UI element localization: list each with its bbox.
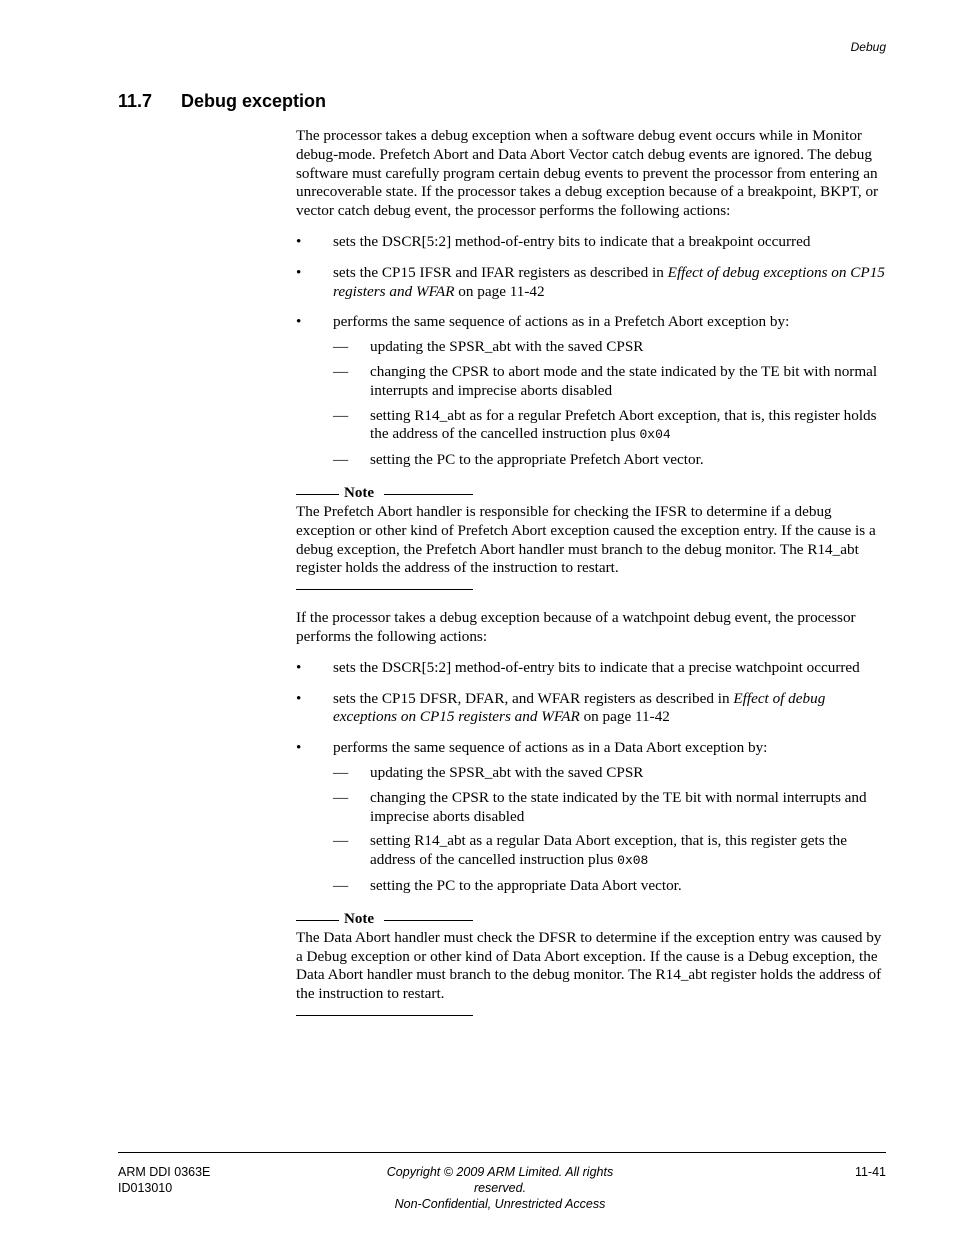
sub-list-item-text: setting the PC to the appropriate Prefetch Abort vector. xyxy=(370,451,704,469)
section-title: Debug exception xyxy=(181,91,327,111)
list-item xyxy=(296,233,886,252)
section-heading xyxy=(118,91,326,112)
bullet-icon: • xyxy=(296,263,302,281)
sub-list xyxy=(296,338,886,470)
dash-icon: — xyxy=(333,338,349,356)
dash-icon: — xyxy=(333,876,349,894)
list-item-text: sets the DSCR[5:2] method-of-entry bits to indicate that a breakpoint occurred xyxy=(333,232,811,250)
sub-list-item-text: setting R14_abt as a regular Data Abort exception, that is, this register gets the address of the cancelled instruction plus xyxy=(370,832,848,869)
code-value: 0x08 xyxy=(617,853,649,869)
dash-icon: — xyxy=(333,788,349,806)
sub-list-item-text: setting R14_abt as for a regular Prefetch Abort exception, that is, this register holds the address of the cancelled instruction plus xyxy=(370,406,877,443)
note-heading xyxy=(296,910,473,929)
section-number: 11.7 xyxy=(118,91,153,111)
section-body xyxy=(296,127,886,1016)
bullet-icon: • xyxy=(296,313,302,331)
intro-paragraph: The processor takes a debug exception when a software debug event occurs while in Monitor debug-mode. Prefetch Abort and Data Abort Vector catch debug events are ignored. The debug software must carefully program certain debug events to prevent the processor from entering an unrecoverable state. If the processor takes a debug exception because of a breakpoint, BKPT, or vector catch debug event, the processor performs the following actions: xyxy=(296,127,879,220)
list-item-text: sets the CP15 IFSR and IFAR registers as described in xyxy=(333,263,668,281)
sub-list xyxy=(296,764,886,896)
footer-rule xyxy=(118,1152,886,1153)
sub-list-item xyxy=(333,877,886,896)
note-label: Note xyxy=(344,910,374,927)
sub-list-item-text: setting the PC to the appropriate Data Abort vector. xyxy=(370,876,682,894)
sub-list-item xyxy=(333,832,886,871)
sub-list-item xyxy=(333,338,886,357)
access-notice: Non-Confidential, Unrestricted Access xyxy=(394,1197,606,1211)
dash-icon: — xyxy=(333,406,349,424)
list-item-text: performs the same sequence of actions as in a Prefetch Abort exception by: xyxy=(333,313,790,331)
bullet-icon: • xyxy=(296,232,302,250)
list-item-text: sets the CP15 DFSR, DFAR, and WFAR registers as described in xyxy=(333,689,734,707)
list-item-text: sets the DSCR[5:2] method-of-entry bits to indicate that a precise watchpoint occurred xyxy=(333,658,860,676)
copyright-notice: Copyright © 2009 ARM Limited. All rights reserved. xyxy=(386,1165,614,1195)
note-rule-left xyxy=(296,920,339,921)
sub-list-item-text: updating the SPSR_abt with the saved CPSR xyxy=(370,763,644,781)
sub-list-item-text: changing the CPSR to the state indicated by the TE bit with normal interrupts and imprecise aborts disabled xyxy=(370,788,867,825)
list-item-text: on page 11-42 xyxy=(454,282,545,300)
watchpoint-paragraph: If the processor takes a debug exception because of a watchpoint debug event, the processor performs the following actions: xyxy=(296,609,856,645)
document-id: ARM DDI 0363E xyxy=(118,1165,211,1179)
dash-icon: — xyxy=(333,362,349,380)
list-item-text: on page 11-42 xyxy=(579,708,670,726)
note-heading xyxy=(296,484,473,503)
note-end-rule xyxy=(296,1015,473,1016)
list-item xyxy=(296,739,886,758)
dash-icon: — xyxy=(333,451,349,469)
sub-list-item xyxy=(333,764,886,783)
dash-icon: — xyxy=(333,763,349,781)
note-rule-left xyxy=(296,494,339,495)
running-header: Debug xyxy=(850,40,886,54)
note-end-rule xyxy=(296,589,473,590)
list-item xyxy=(296,313,886,332)
sub-list-item xyxy=(333,451,886,470)
bullet-icon: • xyxy=(296,689,302,707)
list-item xyxy=(296,264,886,302)
note-rule-right xyxy=(384,494,473,495)
note-text: The Data Abort handler must check the DFSR to determine if the exception entry was caused by a Debug exception or other kind of Data Abort exception. If the cause is a Debug exception, the Data Abort handler must branch to the debug monitor. The R14_abt register holds the address of the instruction to restart. xyxy=(296,928,882,1003)
document-revision: ID013010 xyxy=(118,1181,173,1195)
footer-left xyxy=(118,1164,210,1196)
list-item xyxy=(296,690,886,728)
note-label: Note xyxy=(344,484,374,501)
sub-list-item xyxy=(333,407,886,446)
list-item-text: performs the same sequence of actions as in a Data Abort exception by: xyxy=(333,739,768,757)
note-text: The Prefetch Abort handler is responsible for checking the IFSR to determine if a debug exception or other kind of Prefetch Abort exception caused the exception entry. If the cause is a debug exception, the Prefetch Abort handler must branch to the debug monitor. The R14_abt register holds the address of the instruction to restart. xyxy=(296,502,876,577)
sub-list-item-text: updating the SPSR_abt with the saved CPSR xyxy=(370,338,644,356)
bullet-icon: • xyxy=(296,658,302,676)
sub-list-item xyxy=(333,363,886,401)
footer-center xyxy=(360,1164,640,1212)
sub-list-item-text: changing the CPSR to abort mode and the state indicated by the TE bit with normal interrupts and imprecise aborts disabled xyxy=(370,362,878,399)
page-number: 11-41 xyxy=(854,1165,886,1179)
cross-reference-link[interactable]: Effect of debug exceptions on CP15 registers and WFAR xyxy=(333,263,885,300)
cross-reference-link[interactable]: Effect of debug exceptions on CP15 registers and WFAR xyxy=(333,689,826,726)
code-value: 0x04 xyxy=(639,427,671,443)
dash-icon: — xyxy=(333,832,349,850)
bullet-icon: • xyxy=(296,739,302,757)
list-item xyxy=(296,659,886,678)
note-rule-right xyxy=(384,920,473,921)
sub-list-item xyxy=(333,789,886,827)
